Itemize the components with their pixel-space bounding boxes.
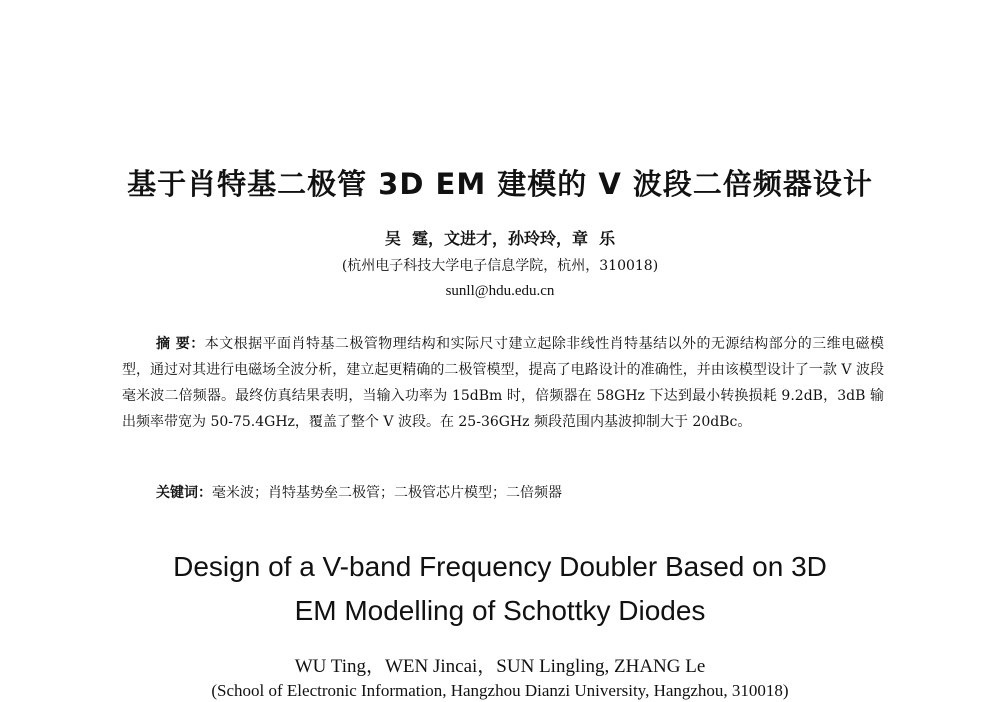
chinese-authors: 吴 霆，文进才，孙玲玲，章 乐 (384, 229, 616, 248)
english-title-line-2: EM Modelling of Schottky Diodes (294, 595, 706, 626)
chinese-keywords (156, 480, 856, 506)
english-affiliation: (School of Electronic Information, Hangzhou Dianzi University, Hangzhou, 310018) (211, 681, 789, 700)
chinese-abstract (122, 331, 884, 435)
keywords-label: 关键词： (156, 485, 212, 501)
english-title-line-1: Design of a V-band Frequency Doubler Based on 3D (173, 551, 827, 582)
english-title (0, 545, 1000, 633)
abstract-label: 摘 要： (156, 336, 205, 352)
chinese-title: 基于肖特基二极管 3D EM 建模的 V 波段二倍频器设计 (127, 167, 873, 201)
abstract-text: 本文根据平面肖特基二极管物理结构和实际尺寸建立起除非线性肖特基结以外的无源结构部分的三维电磁模型，通过对其进行电磁场全波分析，建立起更精确的二极管模型，提高了电路设计的准确性，并由该模型设计了一款 V 波段毫米波二倍频器。最终仿真结果表明，当输入功率为 15dBm 时，倍频器在 58GHz 下达到最小转换损耗 9.2dB，3dB 输出频率带宽为 50-75.4GHz，覆盖了整个 V 波段。在 25-36GHz 频段范围内基波抑制大于 20dBc。 (122, 336, 885, 430)
author-email: sunll@hdu.edu.cn (445, 283, 555, 299)
chinese-affiliation: (杭州电子科技大学电子信息学院，杭州，310018) (341, 258, 659, 274)
english-authors: WU Ting，WEN Jincai，SUN Lingling, ZHANG Le (294, 656, 706, 677)
keywords-text: 毫米波；肖特基势垒二极管；二极管芯片模型；二倍频器 (212, 485, 562, 501)
